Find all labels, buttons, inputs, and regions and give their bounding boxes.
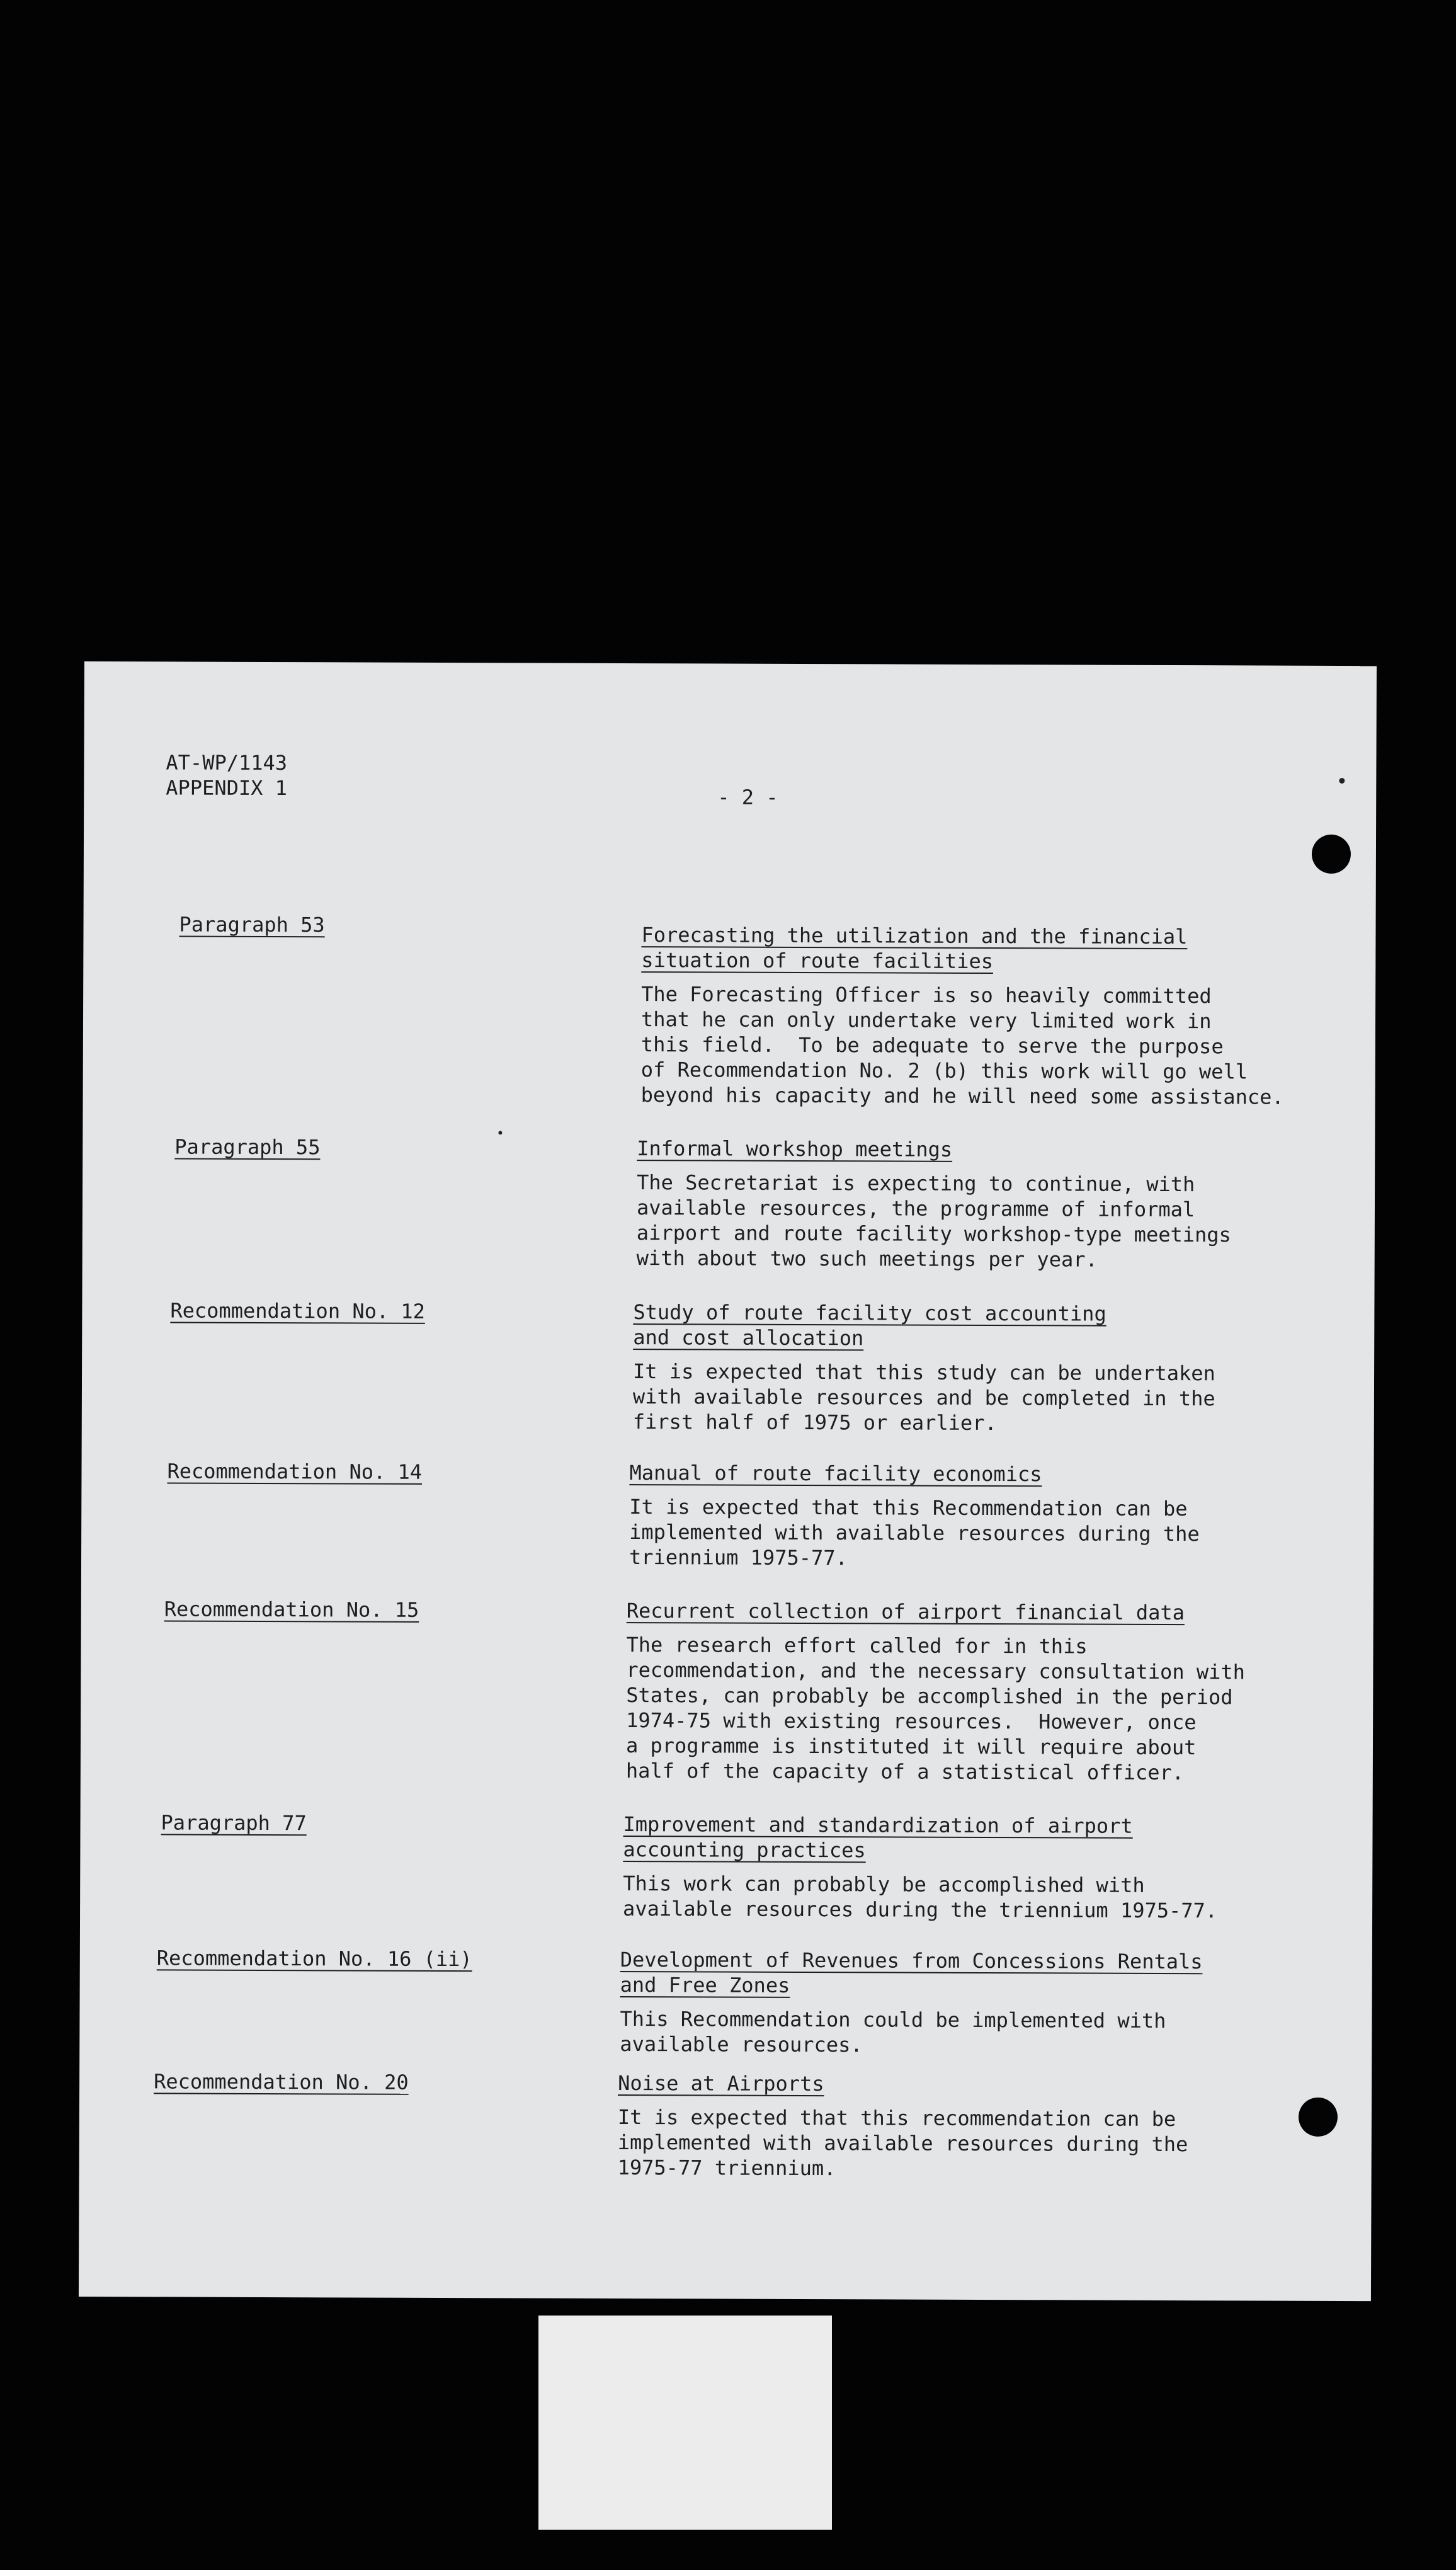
entry-content: [637, 1136, 1317, 1273]
entry-body: The Secretariat is expecting to continue, with available resources, the programme of informal airport and route facility workshop-type meetings with about two such meetings per year.: [636, 1170, 1231, 1272]
appendix-label: APPENDIX 1: [166, 775, 288, 801]
entry-content: [633, 1299, 1314, 1437]
entry-heading: Improvement and standardization of airport accounting practices: [623, 1812, 1133, 1863]
entry-heading: Study of route facility cost accounting and cost allocation: [633, 1300, 1106, 1351]
entry-heading: Informal workshop meetings: [637, 1136, 953, 1162]
punch-hole-top: [1312, 835, 1351, 874]
entry-heading: Noise at Airports: [618, 2070, 824, 2096]
blank-paper-slip: [538, 2316, 832, 2530]
entry-body: The Forecasting Officer is so heavily committed that he can only undertake very limited work in this field. To be adequate to serve the purpose of Recommendation No. 2 (b) this work will go well beyond his capacity and he will need some assistance.: [640, 982, 1284, 1109]
entry-recommendation-15: [81, 1596, 1374, 1785]
entry-heading: Recurrent collection of airport financial data: [626, 1599, 1185, 1625]
entry-heading: Manual of route facility economics: [629, 1461, 1042, 1487]
entry-recommendation-16: [80, 1945, 1372, 2057]
scan-speck: [1339, 778, 1345, 784]
entry-paragraph-77: [81, 1810, 1373, 1923]
entry-body: It is expected that this recommendation can be implemented with available resources during the 1975-77 triennium.: [617, 2105, 1188, 2181]
entry-paragraph-53: [84, 911, 1376, 1109]
document-header: [166, 750, 287, 801]
entry-reference: Recommendation No. 14: [167, 1459, 423, 1484]
entry-body: The research effort called for in this recommendation, and the necessary consultation with States, can probably be accomplished in the period 1974-75 with existing resources. However, once a programme is instituted it will require about half of the capacity of a statistical officer.: [625, 1633, 1246, 1785]
entry-reference: Recommendation No. 12: [170, 1298, 426, 1323]
scan-speck: [498, 1131, 502, 1134]
entry-reference: Recommendation No. 15: [164, 1597, 419, 1622]
page-number: - 2 -: [717, 785, 778, 809]
entry-body: It is expected that this study can be undertaken with available resources and be completed in the first half of 1975 or earlier.: [632, 1359, 1215, 1436]
entry-reference: Paragraph 77: [161, 1810, 307, 1836]
entry-heading: Development of Revenues from Concessions Rentals and Free Zones: [620, 1947, 1203, 1997]
entry-paragraph-55: [82, 1134, 1375, 1272]
entry-reference: Paragraph 53: [179, 912, 325, 937]
entry-recommendation-14: [82, 1458, 1374, 1570]
entry-heading: Forecasting the utilization and the financial situation of route facilities: [641, 923, 1188, 974]
document-reference: AT-WP/1143: [166, 750, 288, 775]
entry-body: It is expected that this Recommendation can be implemented with available resources during the triennium 1975-77.: [628, 1495, 1200, 1570]
entry-body: This work can probably be accomplished with available resources during the triennium 1975-77.: [623, 1871, 1218, 1923]
entry-recommendation-12: [82, 1298, 1374, 1436]
entry-content: [620, 1947, 1300, 2059]
entry-content: [623, 1812, 1304, 1924]
entry-reference: Recommendation No. 16 (ii): [156, 1946, 472, 1972]
entry-content: [618, 2070, 1299, 2183]
entry-reference: Recommendation No. 20: [154, 2069, 409, 2094]
entry-reference: Paragraph 55: [174, 1134, 321, 1160]
entry-recommendation-20: [79, 2069, 1372, 2181]
document-page: [79, 661, 1377, 2301]
punch-hole-bottom: [1299, 2098, 1338, 2137]
entry-content: [641, 922, 1322, 1110]
entry-content: [629, 1460, 1310, 1572]
entry-content: [626, 1598, 1307, 1786]
entry-body: This Recommendation could be implemented with available resources.: [620, 2006, 1166, 2057]
